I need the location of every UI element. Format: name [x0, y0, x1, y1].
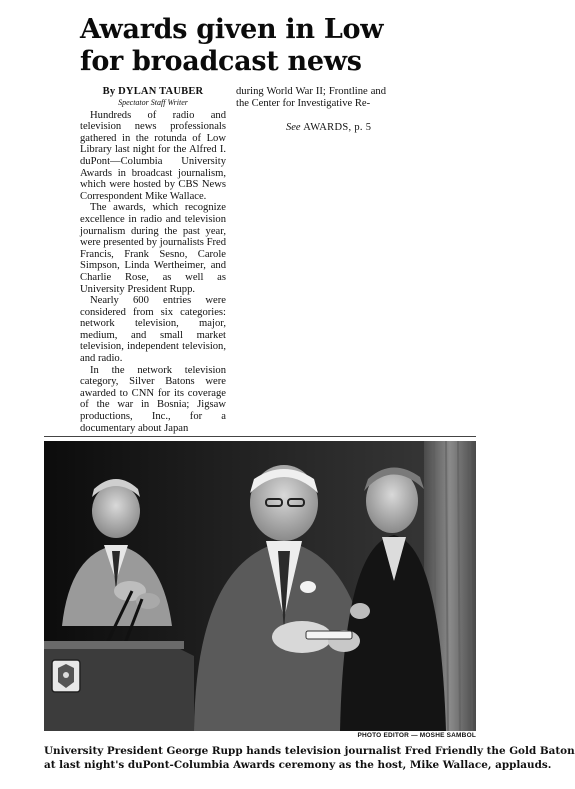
article-headline: [80, 14, 400, 78]
caption-line-1: University President George Rupp hands television journalist Fred Friendly the Gold Baton: [44, 745, 575, 757]
article-paragraph: The awards, which recognize excellence in radio and television journalism during the past year, were presented by journalists Fred Francis, Frank Sesno, Carole Simpson, Linda Wertheimer, and Charlie Rose, as well as University President Rupp.: [80, 202, 226, 295]
article-column-right: [236, 86, 386, 109]
caption-line-2: at last night's duPont-Columbia Awards ceremony as the host, Mike Wallace, applauds.: [44, 759, 552, 771]
article-continuation: during World War II; Frontline and the Center for Investigative Re-: [236, 86, 386, 109]
photo-credit: PHOTO EDITOR — MOSHE SAMBOL: [357, 732, 476, 739]
byline-role: Spectator Staff Writer: [118, 97, 188, 107]
ceremony-photo: [44, 441, 476, 731]
jump-reference: [286, 122, 371, 133]
article-paragraph: Hundreds of radio and television news professionals gathered in the rotunda of Low Library last night for the Alfred I. duPont—Columbia University Awards in broadcast journalism, which were hosted by CBS News Correspondent Mike Wallace.: [80, 109, 226, 202]
headline-line-1: Awards given in Low: [80, 14, 384, 45]
photo-caption: [44, 744, 575, 772]
article-column-left: [80, 86, 226, 434]
headline-line-2: for broadcast news: [80, 46, 362, 77]
jump-prefix: See: [286, 122, 304, 133]
article-paragraph: In the network television category, Silver Batons were awarded to CNN for its coverage of the war in Bosnia; Jigsaw productions, Inc., for a documentary about Japan: [80, 364, 226, 434]
byline: By DYLAN TAUBER: [102, 86, 204, 97]
article-paragraph: Nearly 600 entries were considered from six categories: network television, major, medium, and small market television, independent television, and radio.: [80, 295, 226, 365]
photo-divider: [44, 436, 476, 437]
photo-ceremony-icon: [44, 441, 476, 731]
jump-label: AWARDS, p. 5: [303, 122, 372, 133]
